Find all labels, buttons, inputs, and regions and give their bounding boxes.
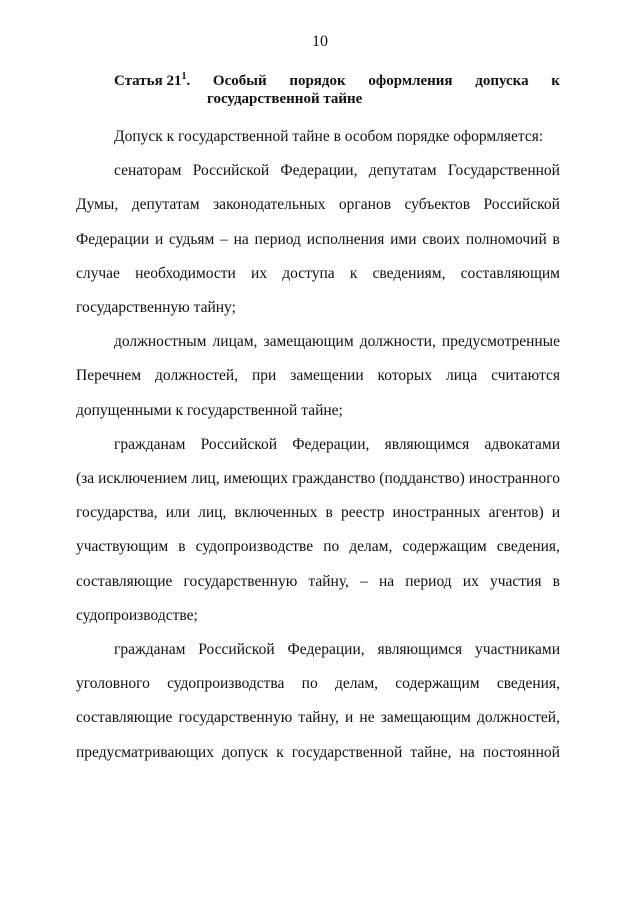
word: лиц, xyxy=(191,470,220,487)
word: сведениям, xyxy=(372,264,446,282)
word: и xyxy=(154,230,164,248)
word: к xyxy=(349,264,358,282)
text-line: Допуск к государственной тайне в особом порядке оформляется: xyxy=(114,128,544,145)
word: Думы, xyxy=(76,196,119,214)
word: депутатам xyxy=(131,196,200,214)
word: их xyxy=(462,572,479,590)
text-line: судопроизводстве; xyxy=(76,606,198,624)
word: в xyxy=(325,504,333,522)
text-line xyxy=(114,161,560,181)
word: государственную xyxy=(178,709,293,727)
word: замещающим xyxy=(380,709,471,727)
word: Федерации xyxy=(76,230,150,248)
text-line xyxy=(76,674,560,694)
article-label: Статья $21^1$. xyxy=(114,71,191,89)
word: содержащим xyxy=(395,675,480,693)
text-line xyxy=(76,743,560,763)
word: судьям xyxy=(169,230,215,248)
word: составляющие xyxy=(76,709,173,727)
article-heading-line-1 xyxy=(114,72,560,90)
word: включенных xyxy=(234,504,318,522)
word: при xyxy=(251,367,277,385)
word: случае xyxy=(76,264,120,282)
article-superscript: 1 xyxy=(181,71,187,82)
text-line xyxy=(76,537,560,557)
word: на xyxy=(233,230,249,248)
word: Федерации, xyxy=(287,641,365,658)
text-line xyxy=(76,230,560,250)
word: предусмотренные xyxy=(441,333,560,351)
word: участия xyxy=(489,572,542,590)
word: составляющим xyxy=(460,264,560,282)
word: или xyxy=(165,504,191,522)
word: тайну, xyxy=(298,709,339,727)
word: и xyxy=(345,709,354,727)
word: сенаторам xyxy=(114,162,182,180)
word: должностным xyxy=(114,333,207,351)
text-line xyxy=(76,572,560,592)
word: лицам, xyxy=(212,333,258,351)
word: исключением xyxy=(98,470,188,487)
word: доступа xyxy=(282,264,335,282)
text-line xyxy=(76,195,560,215)
word: гражданам xyxy=(114,435,186,453)
word: законодательных xyxy=(213,196,326,214)
word: Российской xyxy=(483,196,560,214)
word: считаются xyxy=(491,367,560,385)
word: реестр xyxy=(340,504,385,522)
word: органов xyxy=(338,196,392,214)
word: ими xyxy=(390,230,417,248)
word: сведения, xyxy=(496,538,560,556)
word: их xyxy=(251,264,268,282)
word: (подданство) xyxy=(379,470,465,487)
word: на xyxy=(459,743,475,761)
text-line: допущенными к государственной тайне; xyxy=(76,401,343,419)
word: содержащим xyxy=(402,538,487,556)
word: необходимости xyxy=(135,264,236,282)
word: лица xyxy=(446,367,478,385)
word: лиц, xyxy=(198,504,227,522)
word: должностей, xyxy=(476,709,560,727)
word: являющимся xyxy=(384,435,470,453)
word: в xyxy=(552,572,560,590)
text-line xyxy=(114,332,560,352)
word: замещении xyxy=(290,367,364,385)
word: гражданам xyxy=(114,641,186,658)
word: (за xyxy=(76,470,95,487)
text-line xyxy=(114,435,560,455)
word: составляющие xyxy=(76,572,173,590)
word: своих xyxy=(422,230,461,248)
word: к xyxy=(276,743,284,761)
word: адвокатами xyxy=(484,435,560,453)
word: имеющих xyxy=(223,470,289,487)
word: по xyxy=(323,538,340,556)
heading-word: Особый xyxy=(212,73,267,89)
text-line xyxy=(76,366,560,386)
word: являющимся xyxy=(377,641,463,658)
word: тайне, xyxy=(410,743,452,761)
word: уголовного xyxy=(76,675,150,693)
word: участвующим xyxy=(76,538,169,556)
word: предусматривающих xyxy=(76,743,214,761)
text-line xyxy=(114,640,560,660)
text-line xyxy=(76,264,560,284)
word: государства, xyxy=(76,504,158,522)
word: в xyxy=(178,538,186,556)
page-number: 10 xyxy=(312,33,328,50)
word: период xyxy=(254,230,301,248)
word: период xyxy=(405,572,452,590)
word: полномочий xyxy=(465,230,547,248)
word: по xyxy=(301,675,318,693)
text-line xyxy=(76,469,560,489)
word: на xyxy=(378,572,395,590)
word: участниками xyxy=(475,641,560,658)
word: тайну, xyxy=(308,572,349,590)
word: Федерации, xyxy=(280,162,358,180)
word: в xyxy=(552,230,560,248)
word: иностранного xyxy=(468,470,560,487)
word: государственную xyxy=(183,572,298,590)
word: Российской xyxy=(198,641,275,658)
word: – xyxy=(360,572,368,590)
text-line xyxy=(76,708,560,728)
word: Федерации, xyxy=(292,435,370,453)
word: субъектов xyxy=(404,196,471,214)
text-line: государственную тайну; xyxy=(76,299,236,316)
word: – xyxy=(220,230,228,248)
heading-word: оформления xyxy=(368,73,453,89)
word: делам, xyxy=(349,538,393,556)
heading-word: порядок xyxy=(289,73,346,89)
word: судопроизводстве xyxy=(195,538,314,556)
word: исполнения xyxy=(306,230,385,248)
article-heading-line-2: государственной тайне xyxy=(207,91,363,107)
word: сведения, xyxy=(496,675,560,693)
word: агентов) xyxy=(488,504,544,522)
word: судопроизводства xyxy=(167,675,285,693)
word: и xyxy=(551,504,560,522)
word: постоянной xyxy=(482,743,560,761)
article-heading xyxy=(114,72,560,108)
word: замещающим xyxy=(263,333,354,351)
word: иностранных xyxy=(392,504,481,522)
word: гражданство xyxy=(292,470,376,487)
text-line xyxy=(76,503,560,523)
word: Российской xyxy=(200,435,278,453)
heading-word: допуска xyxy=(475,73,529,89)
word: должности, xyxy=(359,333,436,351)
word: допуск xyxy=(222,743,269,761)
heading-word: к xyxy=(551,73,560,89)
word: делам, xyxy=(334,675,379,693)
word: государственной xyxy=(291,743,403,761)
word: Перечнем xyxy=(76,367,142,385)
word: которых xyxy=(377,367,433,385)
word: Российской xyxy=(192,162,270,180)
word: Государственной xyxy=(447,162,560,180)
word: не xyxy=(359,709,375,727)
word: должностей, xyxy=(155,367,239,385)
word: депутатам xyxy=(368,162,437,180)
